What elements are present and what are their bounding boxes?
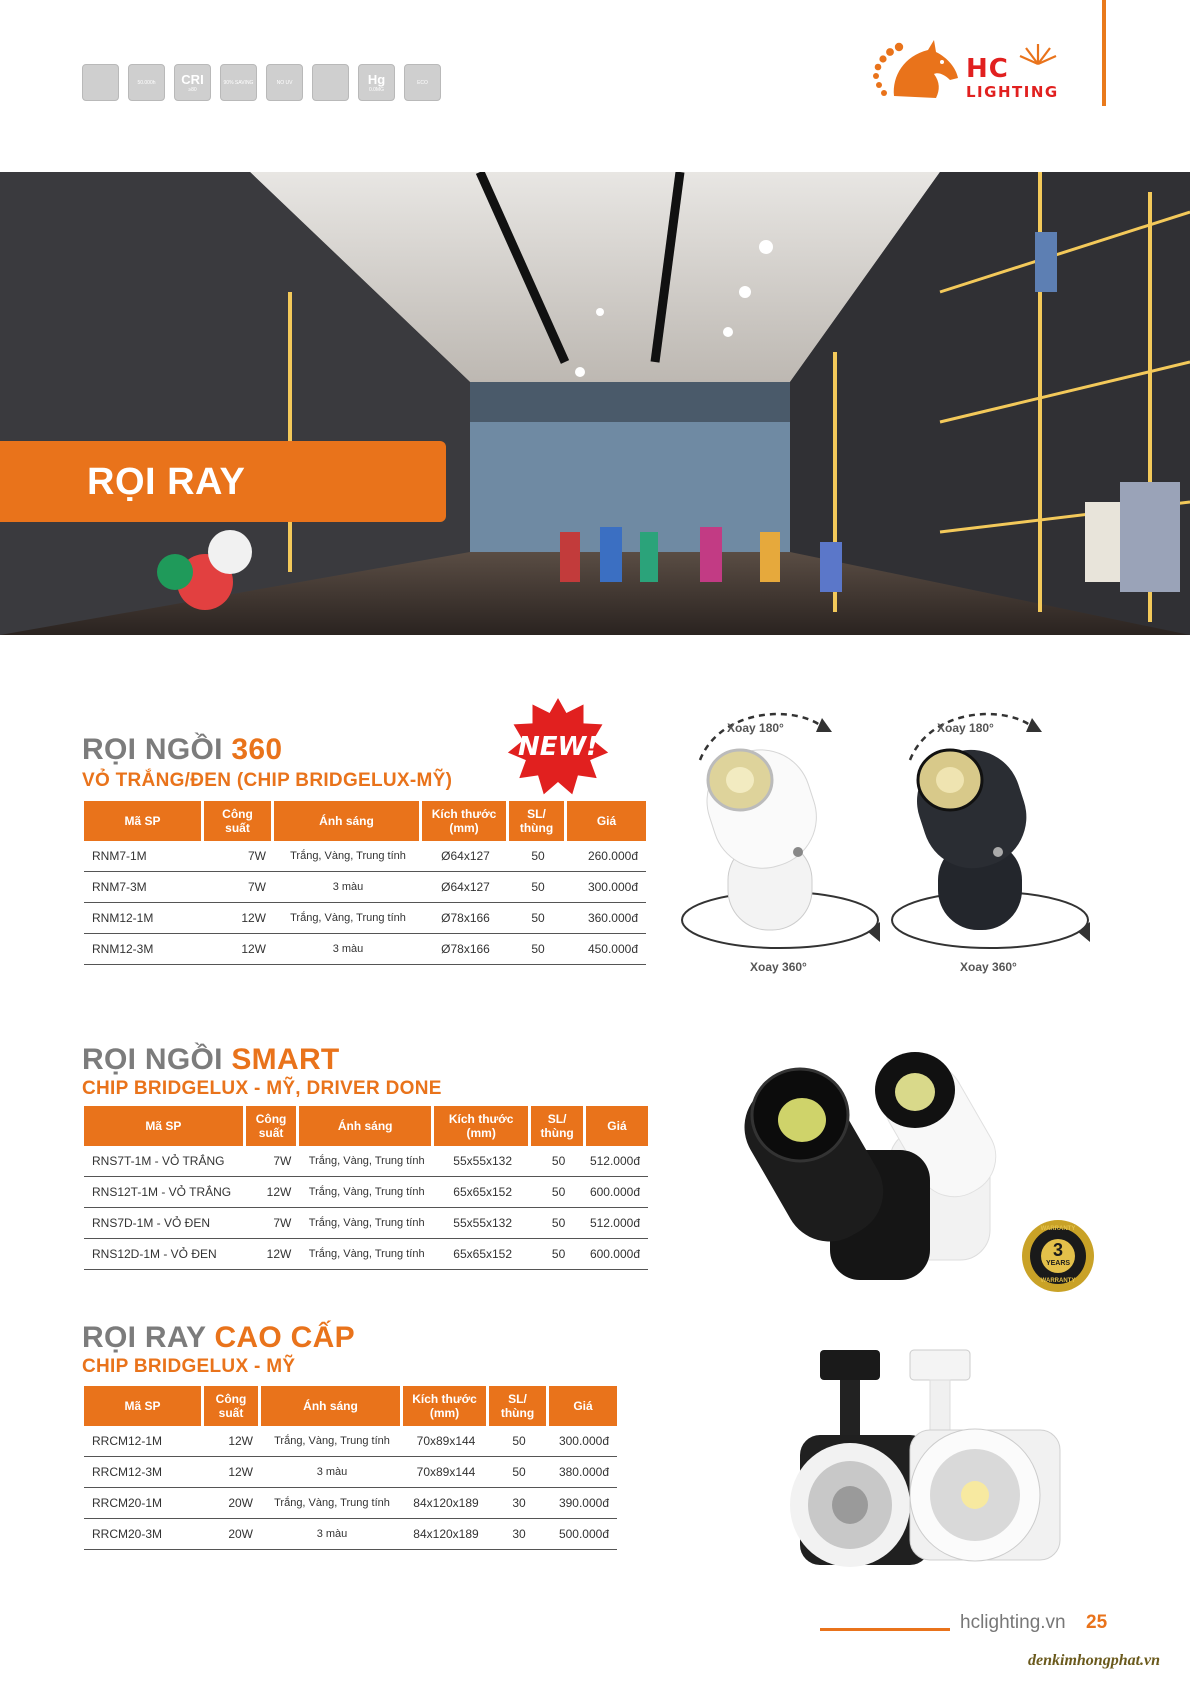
- column-header: Ánh sáng: [299, 1106, 434, 1146]
- warranty-top-text: WARRANTY: [1040, 1226, 1076, 1232]
- table-cell: 70x89x144: [403, 1457, 489, 1488]
- column-header: Ánh sáng: [261, 1386, 403, 1426]
- warranty-unit: YEARS: [1045, 1260, 1071, 1267]
- section-2-table: [84, 1106, 648, 1270]
- table-cell: RNS7D-1M - VỎ ĐEN: [84, 1208, 246, 1239]
- table-row: [84, 1146, 648, 1177]
- section-2-subtitle: CHIP BRIDGELUX - MỸ, DRIVER DONE: [82, 1078, 442, 1099]
- column-header: Kích thước (mm): [403, 1386, 489, 1426]
- cert-sub: ≥80: [188, 86, 197, 93]
- cert-sub: ECO: [417, 80, 428, 86]
- column-header: Mã SP: [84, 801, 204, 841]
- table-cell: 3 màu: [274, 934, 422, 965]
- table-cell: Ø78x166: [422, 934, 509, 965]
- black-360-spotlight: [890, 700, 1090, 980]
- table-cell: 360.000đ: [567, 903, 646, 934]
- table-row: [84, 1457, 617, 1488]
- table-cell: 12W: [204, 903, 274, 934]
- table-cell: RRCM20-1M: [84, 1488, 204, 1519]
- table-cell: 12W: [204, 1426, 261, 1457]
- star-certificate-icon: [82, 64, 119, 101]
- section-3-table: [84, 1386, 617, 1550]
- section-1-title-accent: 360: [231, 733, 283, 766]
- cert-sub: 0.0MG: [368, 86, 384, 93]
- rotation-360-label-black: Xoay 360°: [960, 960, 1017, 974]
- table-cell: 50: [531, 1177, 586, 1208]
- table-cell: Trắng, Vàng, Trung tính: [299, 1208, 434, 1239]
- cert-label: CRI: [181, 71, 204, 87]
- table-row: [84, 1488, 617, 1519]
- page-number: 25: [1086, 1612, 1108, 1633]
- section-1-table: [84, 801, 646, 965]
- table-row: [84, 1177, 648, 1208]
- section-3-title-accent: CAO CẤP: [214, 1321, 355, 1354]
- column-header: Kích thước (mm): [422, 801, 509, 841]
- lifespan-clock-icon: [128, 64, 165, 101]
- column-header: SL/ thùng: [531, 1106, 586, 1146]
- table-cell: 50: [531, 1239, 586, 1270]
- table-cell: 12W: [204, 934, 274, 965]
- table-row: [84, 841, 646, 872]
- table-cell: Trắng, Vàng, Trung tính: [274, 903, 422, 934]
- table-cell: Ø64x127: [422, 841, 509, 872]
- table-cell: 300.000đ: [549, 1426, 617, 1457]
- table-cell: 7W: [204, 872, 274, 903]
- table-cell: 20W: [204, 1519, 261, 1550]
- table-cell: Trắng, Vàng, Trung tính: [299, 1146, 434, 1177]
- no-uv-icon: [266, 64, 303, 101]
- section-2-title-accent: SMART: [231, 1043, 340, 1076]
- horse-logo-icon: [870, 36, 965, 106]
- table-cell: Ø78x166: [422, 903, 509, 934]
- table-cell: RNM7-3M: [84, 872, 204, 903]
- table-row: [84, 1208, 648, 1239]
- new-badge-text: NEW!: [517, 732, 599, 762]
- column-header: Ánh sáng: [274, 801, 422, 841]
- table-cell: 50: [509, 903, 567, 934]
- table-cell: RRCM12-3M: [84, 1457, 204, 1488]
- store-interior-illustration: [0, 172, 1190, 635]
- rotation-180-label-black: Xoay 180°: [937, 721, 994, 735]
- brand-lighting: LIGHTING: [966, 83, 1059, 101]
- table-cell: 7W: [246, 1146, 300, 1177]
- mercury-free-icon: [358, 64, 395, 101]
- table-cell: 12W: [246, 1177, 300, 1208]
- table-row: [84, 903, 646, 934]
- table-cell: 65x65x152: [434, 1239, 531, 1270]
- cert-sub: 50.000h: [137, 80, 156, 86]
- table-cell: 3 màu: [261, 1519, 403, 1550]
- footer-website: hclighting.vn: [960, 1612, 1066, 1633]
- column-header: Giá: [549, 1386, 617, 1426]
- table-cell: RNS12T-1M - VỎ TRẮNG: [84, 1177, 246, 1208]
- table-row: [84, 872, 646, 903]
- table-cell: 30: [489, 1519, 549, 1550]
- table-cell: 50: [531, 1146, 586, 1177]
- table-cell: Ø64x127: [422, 872, 509, 903]
- table-cell: 20W: [204, 1488, 261, 1519]
- white-spotlight-image: [680, 700, 880, 980]
- watermark: denkimhongphat.vn: [1028, 1652, 1161, 1669]
- header-accent-bar: [1102, 0, 1106, 106]
- table-cell: RNM12-3M: [84, 934, 204, 965]
- sun-rays-icon: [1018, 40, 1058, 66]
- table-cell: 260.000đ: [567, 841, 646, 872]
- hc-lighting-logo: [870, 36, 1090, 106]
- hero-store-image: [0, 172, 1190, 635]
- table-cell: 55x55x132: [434, 1208, 531, 1239]
- table-row: [84, 1239, 648, 1270]
- table-cell: 70x89x144: [403, 1426, 489, 1457]
- table-cell: 7W: [204, 841, 274, 872]
- section-1-title: [82, 733, 282, 767]
- table-cell: 65x65x152: [434, 1177, 531, 1208]
- certification-icons: [82, 64, 441, 101]
- table-cell: 380.000đ: [549, 1457, 617, 1488]
- table-cell: 50: [531, 1208, 586, 1239]
- cert-label: Hg: [367, 71, 386, 87]
- table-row: [84, 1519, 617, 1550]
- table-row: [84, 934, 646, 965]
- table-cell: 300.000đ: [567, 872, 646, 903]
- table-cell: 12W: [246, 1239, 300, 1270]
- footer-line: [820, 1628, 950, 1631]
- table-cell: 512.000đ: [586, 1146, 648, 1177]
- table-cell: 84x120x189: [403, 1488, 489, 1519]
- table-cell: 7W: [246, 1208, 300, 1239]
- table-cell: 512.000đ: [586, 1208, 648, 1239]
- table-cell: 12W: [204, 1457, 261, 1488]
- smart-spotlights: [740, 1040, 1080, 1300]
- table-cell: Trắng, Vàng, Trung tính: [261, 1488, 403, 1519]
- table-cell: 50: [509, 934, 567, 965]
- white-360-spotlight: [680, 700, 880, 980]
- table-cell: 50: [509, 872, 567, 903]
- table-cell: 30: [489, 1488, 549, 1519]
- table-header-row: [84, 1386, 617, 1426]
- warranty-bottom-text: WARRANTY: [1040, 1278, 1076, 1284]
- table-cell: 50: [509, 841, 567, 872]
- section-3-subtitle: CHIP BRIDGELUX - MỸ: [82, 1356, 296, 1377]
- column-header: Giá: [567, 801, 646, 841]
- column-header: Công suất: [204, 1386, 261, 1426]
- cert-sub: NO UV: [276, 80, 293, 86]
- section-2-title-gray: RỌI NGỒI: [82, 1043, 232, 1076]
- hero-title-banner: [0, 441, 446, 522]
- bulb-icon: [312, 64, 349, 101]
- table-cell: 3 màu: [261, 1457, 403, 1488]
- column-header: Kích thước (mm): [434, 1106, 531, 1146]
- cri-icon: [174, 64, 211, 101]
- brand-hc: HC: [966, 54, 1009, 84]
- warranty-seal: [1020, 1218, 1096, 1294]
- table-header-row: [84, 1106, 648, 1146]
- column-header: Mã SP: [84, 1106, 246, 1146]
- section-2-title: [82, 1043, 340, 1077]
- table-header-row: [84, 801, 646, 841]
- table-cell: RNS7T-1M - VỎ TRẮNG: [84, 1146, 246, 1177]
- warranty-number: 3: [1052, 1240, 1063, 1260]
- table-cell: 600.000đ: [586, 1239, 648, 1270]
- table-cell: 390.000đ: [549, 1488, 617, 1519]
- black-spotlight-image: [890, 700, 1090, 980]
- rotation-180-label-white: Xoay 180°: [727, 721, 784, 735]
- column-header: SL/ thùng: [489, 1386, 549, 1426]
- table-cell: 500.000đ: [549, 1519, 617, 1550]
- eco-leaf-icon: [404, 64, 441, 101]
- rotation-360-label-white: Xoay 360°: [750, 960, 807, 974]
- table-cell: 50: [489, 1426, 549, 1457]
- column-header: Công suất: [246, 1106, 300, 1146]
- column-header: Công suất: [204, 801, 274, 841]
- energy-saving-icon: [220, 64, 257, 101]
- column-header: Mã SP: [84, 1386, 204, 1426]
- table-cell: RNS12D-1M - VỎ ĐEN: [84, 1239, 246, 1270]
- table-cell: RRCM12-1M: [84, 1426, 204, 1457]
- column-header: Giá: [586, 1106, 648, 1146]
- track-spotlights-image: [780, 1345, 1070, 1575]
- table-cell: RNM7-1M: [84, 841, 204, 872]
- section-3-title: [82, 1321, 355, 1355]
- table-cell: Trắng, Vàng, Trung tính: [299, 1239, 434, 1270]
- table-cell: 3 màu: [274, 872, 422, 903]
- table-cell: 450.000đ: [567, 934, 646, 965]
- table-cell: Trắng, Vàng, Trung tính: [261, 1426, 403, 1457]
- new-badge: [503, 693, 613, 801]
- section-3-title-gray: RỌI RAY: [82, 1321, 215, 1354]
- table-cell: Trắng, Vàng, Trung tính: [299, 1177, 434, 1208]
- section-1-title-gray: RỌI NGỒI: [82, 733, 232, 766]
- table-cell: RNM12-1M: [84, 903, 204, 934]
- track-spotlights: [780, 1345, 1070, 1575]
- section-1-subtitle: VỎ TRẮNG/ĐEN (CHIP BRIDGELUX-MỸ): [82, 770, 453, 791]
- table-cell: Trắng, Vàng, Trung tính: [274, 841, 422, 872]
- new-starburst-icon: [503, 693, 613, 801]
- cert-sub: 90% SAVING: [223, 80, 254, 86]
- table-cell: 50: [489, 1457, 549, 1488]
- table-cell: 600.000đ: [586, 1177, 648, 1208]
- table-cell: RRCM20-3M: [84, 1519, 204, 1550]
- column-header: SL/ thùng: [509, 801, 567, 841]
- table-cell: 84x120x189: [403, 1519, 489, 1550]
- table-cell: 55x55x132: [434, 1146, 531, 1177]
- hero-title: RỌI RAY: [87, 461, 246, 503]
- table-row: [84, 1426, 617, 1457]
